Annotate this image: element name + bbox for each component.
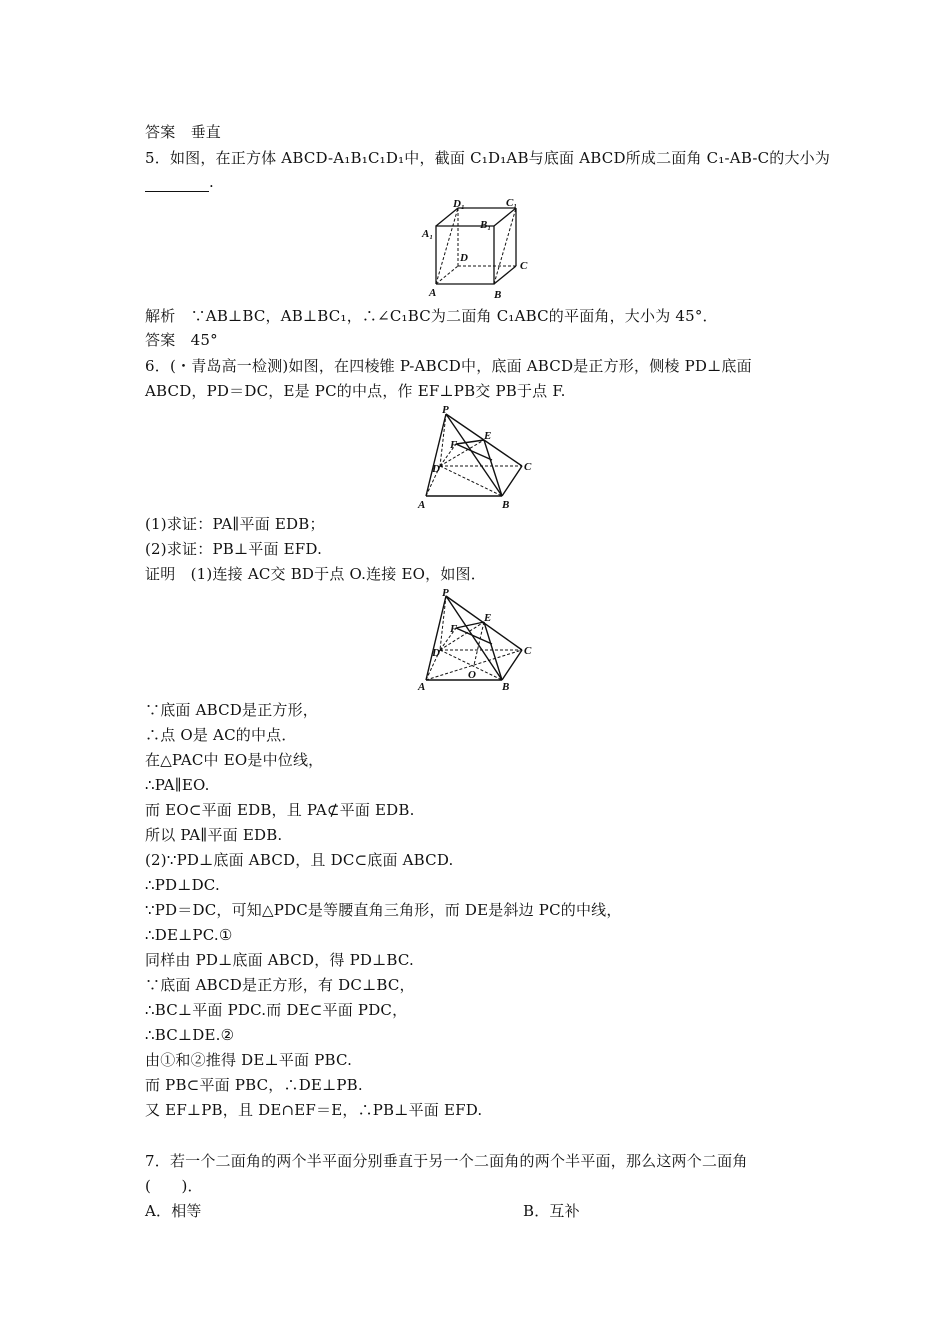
label-A: A (429, 287, 437, 299)
proof-line-8: ∴PD⊥DC. (145, 876, 220, 894)
label-D: D (432, 647, 440, 659)
label-A1: A₁ (422, 228, 434, 240)
question-5-blank: . (145, 172, 214, 192)
figure-pyramid (414, 404, 544, 510)
question-6-line2: ABCD，PD＝DC，E是 PC的中点，作 EF⊥PB交 PB于点 F. (145, 382, 566, 400)
label-C: C (520, 260, 528, 272)
proof-line-9: ∵PD＝DC，可知△PDC是等腰直角三角形，而 DE是斜边 PC的中线， (145, 901, 622, 919)
proof-line-17: 又 EF⊥PB，且 DE∩EF＝E，∴PB⊥平面 EFD. (145, 1101, 483, 1119)
label-A: A (418, 681, 426, 693)
option-b: B．互补 (523, 1202, 580, 1220)
proof-line-10: ∴DE⊥PC.① (145, 926, 233, 944)
question-7-options (145, 1201, 580, 1221)
label-C1: C₁ (506, 197, 518, 209)
label-P: P (442, 404, 449, 416)
label-B1: B₁ (480, 219, 492, 231)
figure-pyramid-with-o (414, 588, 544, 694)
proof-line-4: ∴PA∥EO. (145, 776, 210, 794)
label-D: D (432, 463, 440, 475)
answer-blank (145, 177, 209, 192)
option-a: A．相等 (145, 1202, 202, 1220)
figure-cube (420, 196, 540, 302)
label-D: D (460, 252, 468, 264)
proof-line-11: 同样由 PD⊥底面 ABCD，得 PD⊥BC. (145, 951, 415, 969)
proof-line-7: (2)∵PD⊥底面 ABCD，且 DC⊂底面 ABCD. (145, 851, 454, 869)
label-F: F (450, 439, 458, 451)
proof-line-3: 在△PAC中 EO是中位线， (145, 751, 324, 769)
label-C: C (524, 461, 532, 473)
proof-line-15: 由①和②推得 DE⊥平面 PBC. (145, 1051, 353, 1069)
label-E: E (484, 612, 492, 624)
question-7: 7．若一个二面角的两个半平面分别垂直于另一个二面角的两个半平面，那么这两个二面角 (145, 1152, 748, 1170)
answer-5: 答案 45° (145, 331, 218, 349)
label-C: C (524, 645, 532, 657)
label-O: O (468, 669, 476, 681)
label-B: B (502, 681, 510, 693)
proof-line-6: 所以 PA∥平面 EDB. (145, 826, 283, 844)
label-A: A (418, 499, 426, 510)
question-6-part2: (2)求证：PB⊥平面 EFD. (145, 540, 323, 558)
proof-line-16: 而 PB⊂平面 PBC，∴DE⊥PB. (145, 1076, 363, 1094)
label-D1: D₁ (453, 198, 465, 210)
label-F: F (450, 623, 458, 635)
question-5: 5．如图，在正方体 ABCD-A₁B₁C₁D₁中，截面 C₁D₁AB与底面 ABCD所成二面角 C₁-AB-C的大小为 (145, 149, 831, 167)
proof-line-13: ∴BC⊥平面 PDC.而 DE⊂平面 PDC， (145, 1001, 408, 1019)
label-P: P (442, 588, 449, 599)
proof-start: 证明 (1)连接 AC交 BD于点 O.连接 EO，如图． (145, 565, 486, 583)
proof-line-2: ∴点 O是 AC的中点． (145, 726, 297, 744)
proof-line-14: ∴BC⊥DE.② (145, 1026, 235, 1044)
question-7-paren: ( )． (145, 1177, 203, 1195)
label-E: E (484, 430, 492, 442)
label-B: B (502, 499, 510, 510)
answer-4: 答案 垂直 (145, 123, 222, 141)
proof-line-5: 而 EO⊂平面 EDB，且 PA⊄平面 EDB. (145, 801, 415, 819)
question-6-line1: 6．(・青岛高一检测)如图，在四棱锥 P-ABCD中，底面 ABCD是正方形，侧棱 PD⊥底面 (145, 357, 752, 375)
proof-line-12: ∵底面 ABCD是正方形，有 DC⊥BC， (145, 976, 415, 994)
proof-line-1: ∵底面 ABCD是正方形， (145, 701, 319, 719)
label-B: B (494, 289, 502, 301)
question-6-part1: (1)求证：PA∥平面 EDB； (145, 515, 325, 533)
analysis-5: 解析 ∵AB⊥BC，AB⊥BC₁，∴∠C₁BC为二面角 C₁ABC的平面角，大小为 45°． (145, 307, 718, 325)
